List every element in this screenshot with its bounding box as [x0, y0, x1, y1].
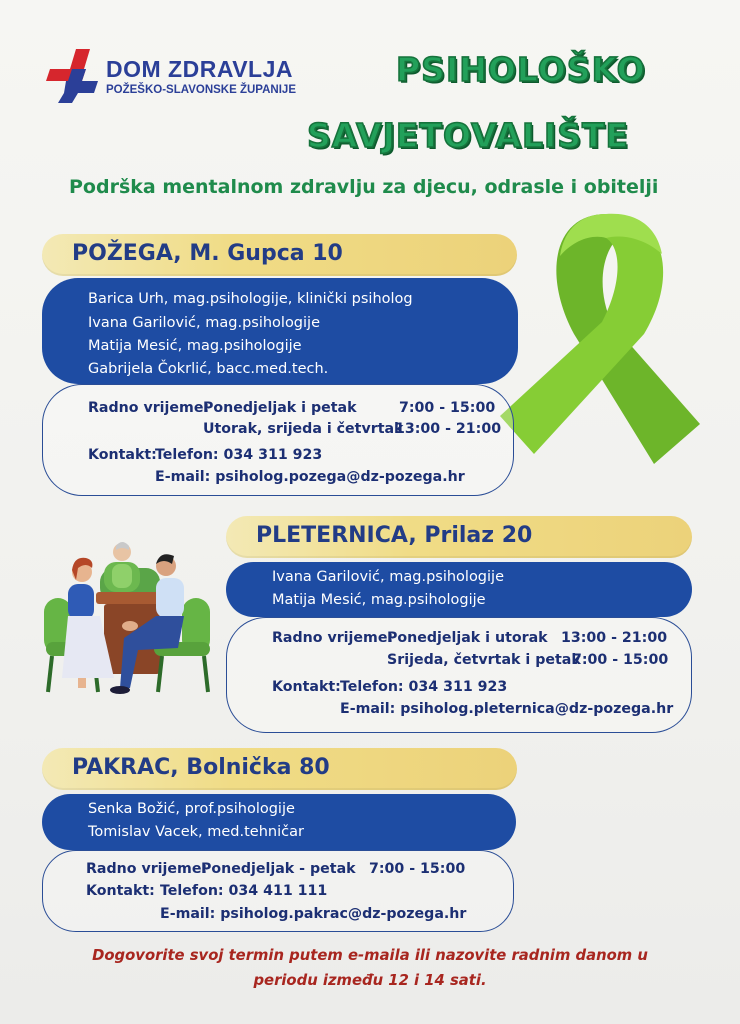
- hours-time: 13:00 - 21:00: [561, 630, 668, 646]
- page-title-line1: PSIHOLOŠKO: [396, 50, 646, 89]
- email-link[interactable]: E-mail: psiholog.pakrac@dz-pozega.hr: [160, 906, 467, 922]
- hours-days: Srijeda, četvrtak i petak: [387, 652, 581, 668]
- staff-list-pozega: [42, 278, 518, 384]
- contact-label: Kontakt:: [88, 447, 157, 463]
- hours-label: Radno vrijeme:: [86, 861, 208, 877]
- location-heading-pakrac: [42, 748, 517, 790]
- organization-subtitle: POŽEŠKO-SLAVONSKE ŽUPANIJE: [106, 84, 296, 96]
- location-heading-pleternica: [226, 516, 692, 558]
- email-link[interactable]: E-mail: psiholog.pozega@dz-pozega.hr: [155, 469, 465, 485]
- staff-list-pleternica: [226, 562, 692, 617]
- phone-number[interactable]: Telefon: 034 311 923: [340, 679, 508, 695]
- mental-health-ribbon-icon: [494, 204, 710, 494]
- staff-member: Tomislav Vacek, med.tehničar: [88, 824, 304, 840]
- hours-days: Ponedjeljak i utorak: [387, 630, 548, 646]
- organization-name: DOM ZDRAVLJA: [106, 56, 294, 82]
- footer-note-line1: Dogovorite svoj termin putem e-maila ili nazovite radnim danom u: [92, 947, 648, 964]
- hours-days: Utorak, srijeda i četvrtak: [203, 421, 404, 437]
- hours-days: Ponedjeljak i petak: [203, 400, 357, 416]
- hours-time: 7:00 - 15:00: [572, 652, 669, 668]
- hours-time: 13:00 - 21:00: [395, 421, 502, 437]
- hours-days: Ponedjeljak - petak: [201, 861, 356, 877]
- hours-time: 7:00 - 15:00: [399, 400, 496, 416]
- phone-number[interactable]: Telefon: 034 411 111: [160, 883, 328, 899]
- footer-note-line2: periodu između 12 i 14 sati.: [253, 972, 487, 989]
- staff-member: Matija Mesić, mag.psihologije: [272, 592, 486, 608]
- staff-list-pakrac: [42, 794, 516, 850]
- staff-member: Barica Urh, mag.psihologije, klinički psiholog: [88, 291, 413, 307]
- hours-label: Radno vrijeme:: [272, 630, 394, 646]
- page-subtitle: Podrška mentalnom zdravlju za djecu, odrasle i obitelji: [69, 176, 659, 198]
- staff-member: Gabrijela Čokrlić, bacc.med.tech.: [88, 361, 329, 377]
- hours-time: 7:00 - 15:00: [369, 861, 466, 877]
- email-link[interactable]: E-mail: psiholog.pleternica@dz-pozega.hr: [340, 701, 674, 717]
- location-heading-pozega: [42, 234, 517, 276]
- counseling-illustration-icon: [38, 538, 218, 700]
- contact-label: Kontakt:: [272, 679, 341, 695]
- staff-member: Ivana Garilović, mag.psihologije: [272, 569, 504, 585]
- location-title: PAKRAC, Bolnička 80: [72, 755, 330, 780]
- hours-label: Radno vrijeme:: [88, 400, 210, 416]
- dom-zdravlja-logo-icon: [42, 47, 100, 105]
- location-title: PLETERNICA, Prilaz 20: [256, 523, 533, 548]
- contact-label: Kontakt:: [86, 883, 155, 899]
- staff-member: Matija Mesić, mag.psihologije: [88, 338, 302, 354]
- page-title-line2: SAVJETOVALIŠTE: [307, 116, 630, 155]
- staff-member: Ivana Garilović, mag.psihologije: [88, 315, 320, 331]
- location-title: POŽEGA, M. Gupca 10: [72, 241, 343, 266]
- staff-member: Senka Božić, prof.psihologije: [88, 801, 295, 817]
- phone-number[interactable]: Telefon: 034 311 923: [155, 447, 323, 463]
